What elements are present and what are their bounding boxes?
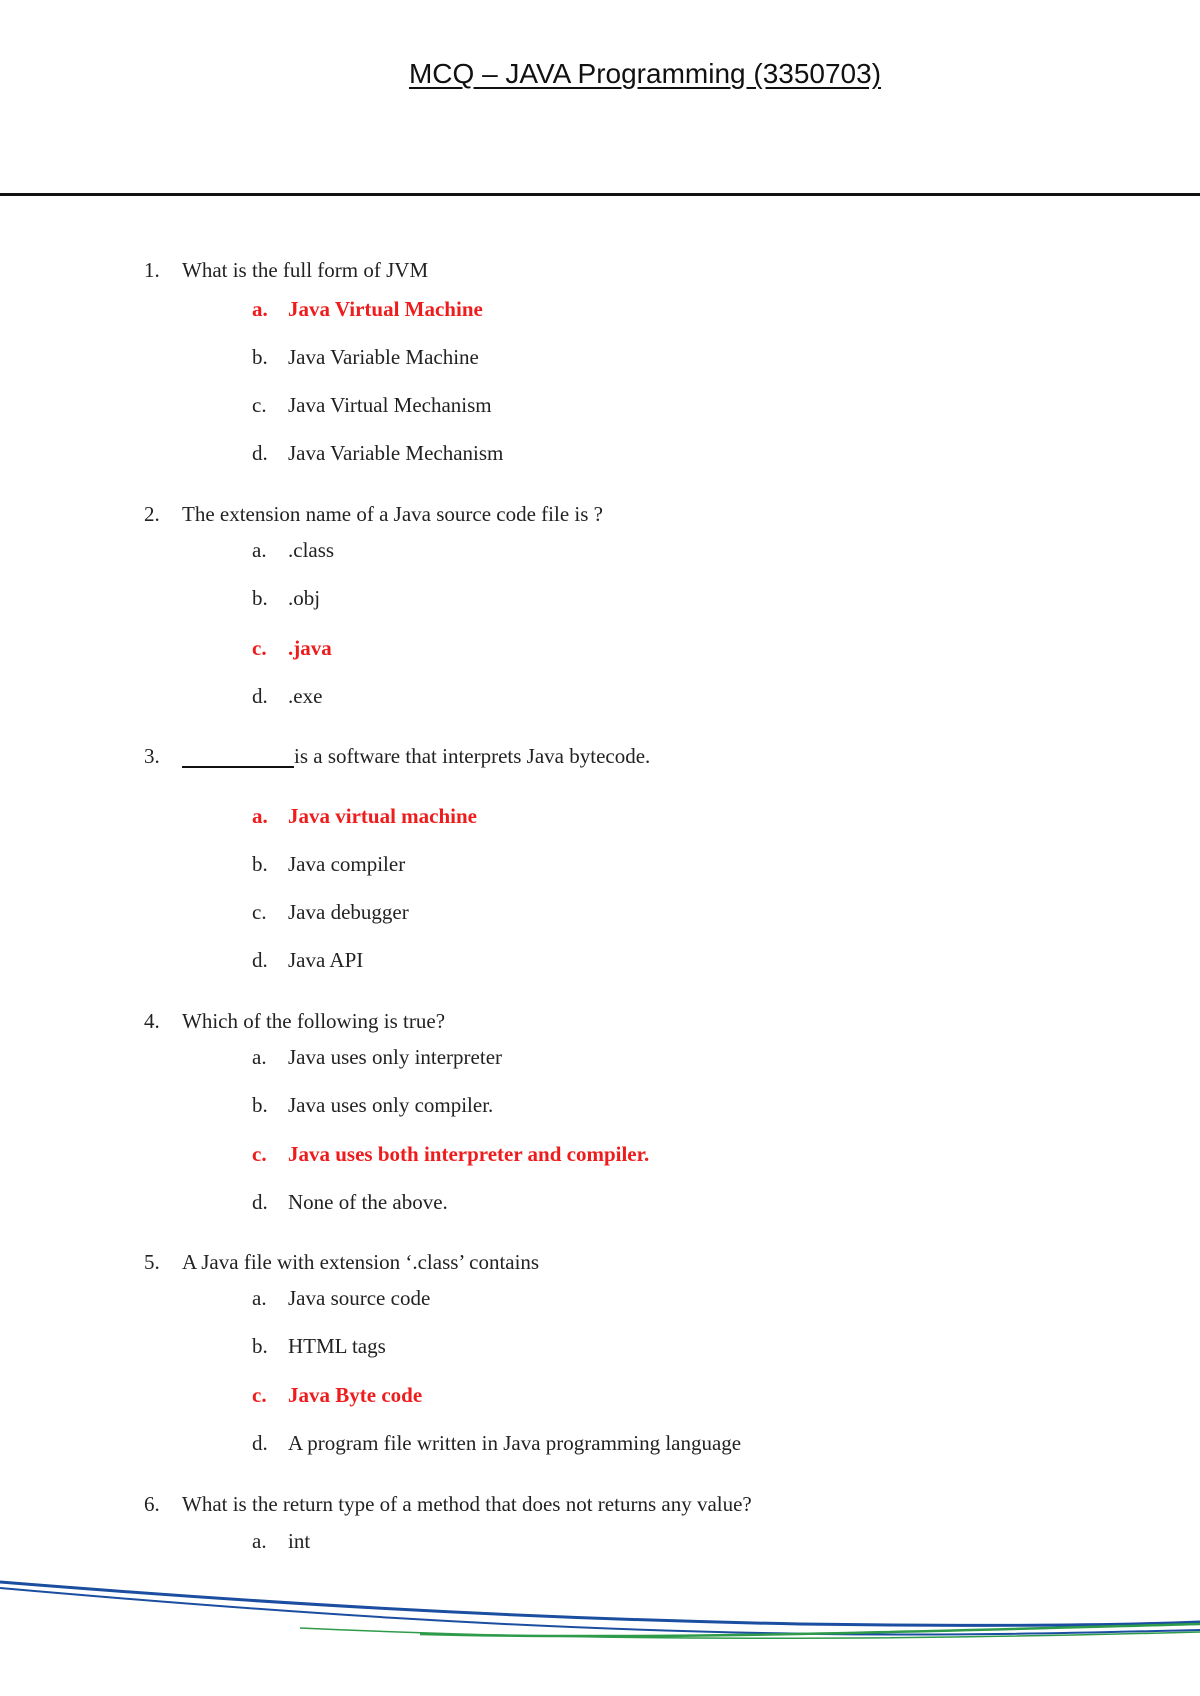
question-number: 4. — [144, 1009, 160, 1033]
option-letter: c. — [252, 1142, 267, 1166]
option-text: Java uses both interpreter and compiler. — [288, 1142, 650, 1166]
option-letter: c. — [252, 636, 267, 660]
option-text: Java debugger — [288, 900, 409, 924]
option-1d — [252, 441, 503, 466]
option-letter: c. — [252, 900, 267, 924]
question-text: A Java file with extension ‘.class’ contains — [182, 1250, 540, 1274]
question-number: 3. — [144, 744, 160, 768]
option-letter: a. — [252, 1286, 267, 1310]
option-text: .class — [288, 538, 335, 562]
option-3a — [252, 804, 477, 829]
question-number: 1. — [144, 258, 160, 282]
option-letter: a. — [252, 538, 267, 562]
option-5b — [252, 1334, 386, 1359]
option-letter: a. — [252, 1045, 267, 1069]
option-text: HTML tags — [288, 1334, 386, 1358]
option-text: .exe — [288, 684, 323, 708]
option-text: Java uses only compiler. — [288, 1093, 494, 1117]
option-letter: a. — [252, 297, 268, 321]
option-4b — [252, 1093, 493, 1118]
option-2b — [252, 586, 320, 611]
option-letter: b. — [252, 1093, 268, 1117]
option-letter: d. — [252, 1431, 268, 1455]
page-title: MCQ – JAVA Programming (3350703) — [408, 58, 882, 89]
option-letter: a. — [252, 804, 268, 828]
option-4c — [252, 1142, 649, 1167]
option-1c — [252, 393, 492, 418]
option-letter: d. — [252, 441, 268, 465]
option-text: Java source code — [288, 1286, 431, 1310]
option-letter: c. — [252, 1383, 267, 1407]
option-text: Java Variable Machine — [288, 345, 479, 369]
question-text: Which of the following is true? — [182, 1009, 446, 1033]
option-letter: c. — [252, 393, 267, 417]
option-text: int — [288, 1529, 311, 1553]
option-6a — [252, 1529, 310, 1554]
option-5a — [252, 1286, 430, 1311]
option-letter: b. — [252, 852, 268, 876]
option-3c — [252, 900, 409, 925]
option-letter: d. — [252, 1190, 268, 1214]
option-2a — [252, 538, 334, 563]
option-text: Java uses only interpreter — [288, 1045, 503, 1069]
question-text: What is the full form of JVM — [182, 258, 429, 282]
option-letter: b. — [252, 586, 268, 610]
option-letter: d. — [252, 948, 268, 972]
option-text: Java API — [288, 948, 364, 972]
option-text: .java — [288, 636, 332, 660]
option-letter: b. — [252, 1334, 268, 1358]
question-text: is a software that interprets Java bytecode. — [294, 744, 651, 768]
fill-in-blank — [182, 744, 294, 768]
option-text: .obj — [288, 586, 321, 610]
question-3 — [144, 744, 650, 769]
question-number: 5. — [144, 1250, 160, 1274]
option-text: Java virtual machine — [288, 804, 477, 828]
option-text: Java Virtual Mechanism — [288, 393, 492, 417]
option-4a — [252, 1045, 502, 1070]
option-text: Java Virtual Machine — [288, 297, 483, 321]
question-2 — [144, 502, 603, 527]
option-5d — [252, 1431, 741, 1456]
option-text: None of the above. — [288, 1190, 448, 1214]
question-1 — [144, 258, 428, 283]
footer-wave-decoration — [0, 1560, 1200, 1660]
option-letter: a. — [252, 1529, 267, 1553]
question-6 — [144, 1492, 752, 1517]
option-3b — [252, 852, 405, 877]
question-text: What is the return type of a method that does not returns any value? — [182, 1492, 752, 1516]
option-2d — [252, 684, 322, 709]
option-3d — [252, 948, 363, 973]
option-text: Java Variable Mechanism — [288, 441, 504, 465]
option-text: A program file written in Java programming language — [288, 1431, 742, 1455]
option-2c — [252, 636, 332, 661]
option-letter: b. — [252, 345, 268, 369]
header-rule — [0, 193, 1200, 196]
question-text: The extension name of a Java source code file is ? — [182, 502, 603, 526]
option-letter: d. — [252, 684, 268, 708]
option-5c — [252, 1383, 422, 1408]
question-number: 2. — [144, 502, 160, 526]
question-5 — [144, 1250, 539, 1275]
option-text: Java compiler — [288, 852, 406, 876]
option-1b — [252, 345, 479, 370]
question-number: 6. — [144, 1492, 160, 1516]
option-text: Java Byte code — [288, 1383, 423, 1407]
question-4 — [144, 1009, 445, 1034]
option-4d — [252, 1190, 448, 1215]
option-1a — [252, 297, 483, 322]
